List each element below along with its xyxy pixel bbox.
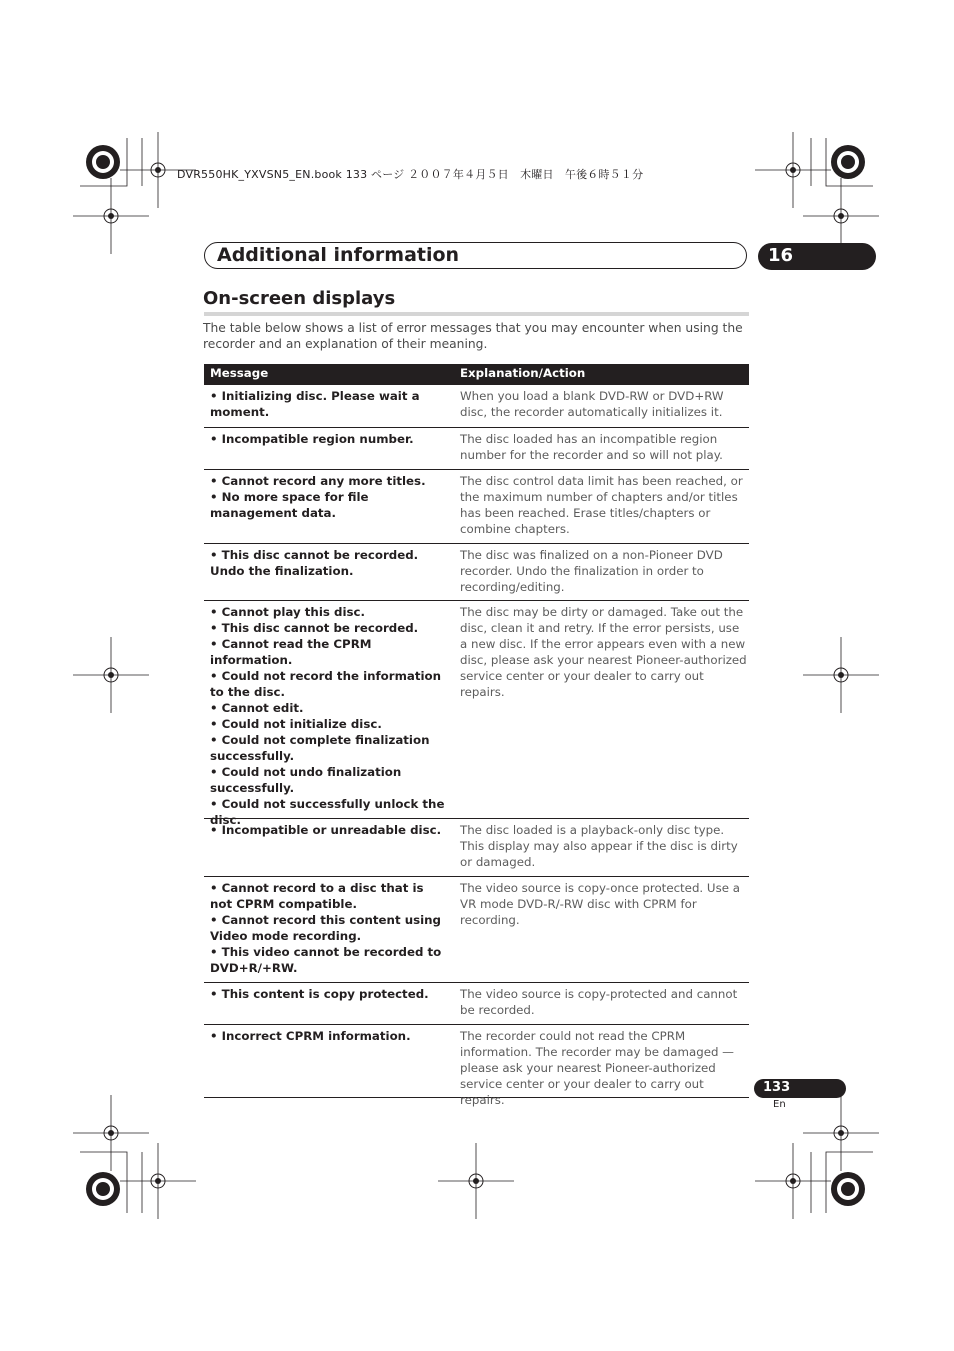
registration-cross-br <box>803 1095 879 1171</box>
table-header <box>204 364 749 385</box>
header-explanation: Explanation/Action <box>460 366 586 380</box>
message-item: • This video cannot be recorded to DVD+R/+RW. <box>210 945 442 975</box>
message-item: • Initializing disc. Please wait a moment. <box>210 389 420 419</box>
registration-cross-ml <box>73 637 149 713</box>
message-item: • Could not initialize disc. <box>210 717 382 731</box>
page-title: On-screen displays <box>203 288 396 309</box>
header-message: Message <box>210 366 269 380</box>
message-cell <box>210 822 446 838</box>
explanation-cell: The disc was finalized on a non-Pioneer DVD recorder. Undo the finalization in order to recording/editing. <box>460 548 723 594</box>
registration-burst-tl <box>86 145 120 179</box>
message-item: • Could not complete finalization successfully. <box>210 733 430 763</box>
registration-cross-br2 <box>755 1143 831 1219</box>
message-cell <box>210 986 446 1002</box>
page-language: En <box>773 1099 786 1110</box>
table-row <box>204 601 749 827</box>
message-cell <box>210 547 446 579</box>
registration-cross-bc <box>438 1143 514 1219</box>
message-item: • Could not record the information to the disc. <box>210 669 442 699</box>
registration-cross-bl <box>73 1095 149 1171</box>
table-row <box>204 877 749 983</box>
message-cell <box>210 473 446 521</box>
message-cell <box>210 880 446 976</box>
registration-cross-tl2 <box>73 178 149 254</box>
print-header: DVR550HK_YXVSN5_EN.book 133 ページ ２００７年４月５日 木曜日 午後６時５１分 <box>177 168 644 181</box>
table-row <box>204 470 749 544</box>
table-row <box>204 983 749 1025</box>
message-item: • Cannot edit. <box>210 701 304 715</box>
message-item: • This disc cannot be recorded. <box>210 621 419 635</box>
table-row <box>204 385 749 428</box>
message-item: • Cannot record any more titles. <box>210 474 426 488</box>
explanation-cell: The disc control data limit has been reached, or the maximum number of chapters and/or titles has been reached. Erase titles/chapters or combine chapters. <box>460 474 743 536</box>
explanation-cell: The disc loaded is a playback-only disc type. This display may also appear if the disc is dirty or damaged. <box>460 823 738 869</box>
message-cell <box>210 431 446 447</box>
message-cell <box>210 388 446 420</box>
table-row <box>204 1025 749 1107</box>
registration-cross-mr <box>803 637 879 713</box>
explanation-cell: The video source is copy-protected and cannot be recorded. <box>460 987 738 1017</box>
message-item: • Incorrect CPRM information. <box>210 1029 411 1043</box>
registration-burst-tr <box>831 145 865 179</box>
registration-burst-bl <box>86 1172 120 1206</box>
message-item: • Cannot record to a disc that is not CPRM compatible. <box>210 881 424 911</box>
section-title: Additional information <box>217 244 460 266</box>
explanation-cell: The disc may be dirty or damaged. Take out the disc, clean it and retry. If the error persists, use a new disc. If the error appears even with a new disc, please ask your nearest Pioneer-authorized service center or your dealer to carry out repairs. <box>460 605 747 699</box>
table-row <box>204 544 749 601</box>
message-item: • Cannot play this disc. <box>210 605 365 619</box>
explanation-cell: The recorder could not read the CPRM information. The recorder may be damaged — please ask your nearest Pioneer-authorized service center or your dealer to carry out repairs. <box>460 1029 734 1107</box>
message-item: • Could not undo finalization successfully. <box>210 765 402 795</box>
intro-paragraph: The table below shows a list of error messages that you may encounter when using the recorder and an explanation of their meaning. <box>203 321 743 351</box>
title-rule <box>204 312 749 316</box>
message-cell <box>210 1028 446 1044</box>
message-item: • This content is copy protected. <box>210 987 429 1001</box>
registration-cross-tr <box>755 132 831 208</box>
chapter-number: 16 <box>768 245 794 266</box>
table-row <box>204 428 749 470</box>
message-item: • Incompatible or unreadable disc. <box>210 823 442 837</box>
explanation-cell: The video source is copy-once protected. Use a VR mode DVD-R/-RW disc with CPRM for recording. <box>460 881 740 927</box>
registration-cross-bl2 <box>120 1143 196 1219</box>
registration-burst-br <box>831 1172 865 1206</box>
explanation-cell: The disc loaded has an incompatible region number for the recorder and so will not play. <box>460 432 723 462</box>
page-number: 133 <box>763 1080 791 1095</box>
message-cell <box>210 604 446 828</box>
message-item: • No more space for file management data. <box>210 490 369 520</box>
table-row <box>204 819 749 877</box>
message-item: • Cannot read the CPRM information. <box>210 637 372 667</box>
message-item: • Could not successfully unlock the disc. <box>210 797 445 827</box>
message-item: • This disc cannot be recorded. Undo the finalization. <box>210 548 419 578</box>
message-item: • Cannot record this content using Video mode recording. <box>210 913 441 943</box>
explanation-cell: When you load a blank DVD-RW or DVD+RW disc, the recorder automatically initializes it. <box>460 389 724 419</box>
message-item: • Incompatible region number. <box>210 432 414 446</box>
